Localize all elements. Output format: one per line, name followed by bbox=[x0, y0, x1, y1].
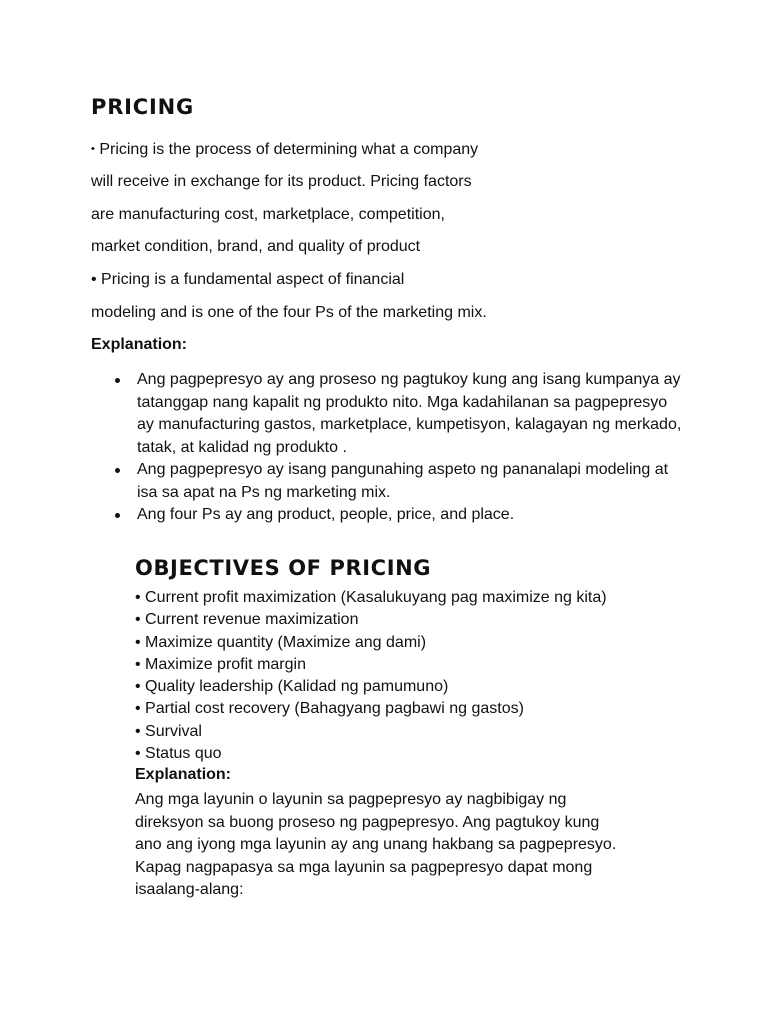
paragraph-line: ano ang iyong mga layunin ay ang unang hakbang sa pagpepresyo. bbox=[135, 836, 617, 853]
paragraph-line: Ang mga layunin o layunin sa pagpepresyo ay nagbibigay ng bbox=[135, 791, 567, 808]
paragraph-line: • Pricing is a fundamental aspect of financial bbox=[91, 271, 405, 288]
paragraph-line: are manufacturing cost, marketplace, competition, bbox=[91, 206, 445, 223]
paragraph-line: direksyon sa buong proseso ng pagpepresyo. Ang pagtukoy kung bbox=[135, 813, 600, 831]
paragraph-line: market condition, brand, and quality of product bbox=[91, 238, 421, 255]
list-item: • Maximize profit margin bbox=[135, 655, 306, 673]
explanation-list bbox=[112, 369, 682, 527]
list-item: • Current revenue maximization bbox=[135, 611, 359, 629]
paragraph-line: Kapag nagpapasya sa mga layunin sa pagpepresyo dapat mong bbox=[135, 858, 593, 876]
list-item: • Maximize quantity (Maximize ang dami) bbox=[135, 633, 427, 651]
explanation-paragraph bbox=[135, 789, 695, 902]
list-item: Ang four Ps ay ang product, people, price, and place. bbox=[112, 504, 682, 527]
list-item: Ang pagpepresyo ay isang pangunahing aspeto ng pananalapi modeling at isa sa apat na Ps ng marketing mix. bbox=[112, 459, 682, 504]
paragraph-line: will receive in exchange for its product. Pricing factors bbox=[91, 173, 472, 190]
list-item: • Survival bbox=[135, 722, 202, 740]
explanation-label: Explanation: bbox=[135, 766, 232, 783]
paragraph-line bbox=[91, 139, 478, 160]
objectives-list bbox=[135, 587, 607, 765]
paragraph-line: modeling and is one of the four Ps of the marketing mix. bbox=[91, 304, 487, 321]
section-title: OBJECTIVES OF PRICING bbox=[135, 556, 432, 580]
list-item: • Status quo bbox=[135, 745, 222, 763]
bullet-glyph: • bbox=[91, 143, 95, 155]
list-item: Ang pagpepresyo ay ang proseso ng pagtukoy kung ang isang kumpanya ay tatanggap nang kapalit ng produkto nito. Mga kadahilanan sa pagpepresyo ay manufacturing gastos, marketplace, kumpetisyon, kalagayan ng merkado, tatak, at kalidad ng produkto . bbox=[112, 369, 682, 459]
paragraph-line: isaalang-alang: bbox=[135, 881, 244, 898]
list-item: • Quality leadership (Kalidad ng pamumuno) bbox=[135, 678, 449, 696]
explanation-label: Explanation: bbox=[91, 336, 188, 353]
paragraph-line-text: Pricing is the process of determining what a company bbox=[99, 141, 479, 158]
list-item: • Partial cost recovery (Bahagyang pagbawi ng gastos) bbox=[135, 700, 524, 718]
page-title: PRICING bbox=[91, 95, 195, 119]
list-item: • Current profit maximization (Kasalukuyang pag maximize ng kita) bbox=[135, 589, 607, 606]
